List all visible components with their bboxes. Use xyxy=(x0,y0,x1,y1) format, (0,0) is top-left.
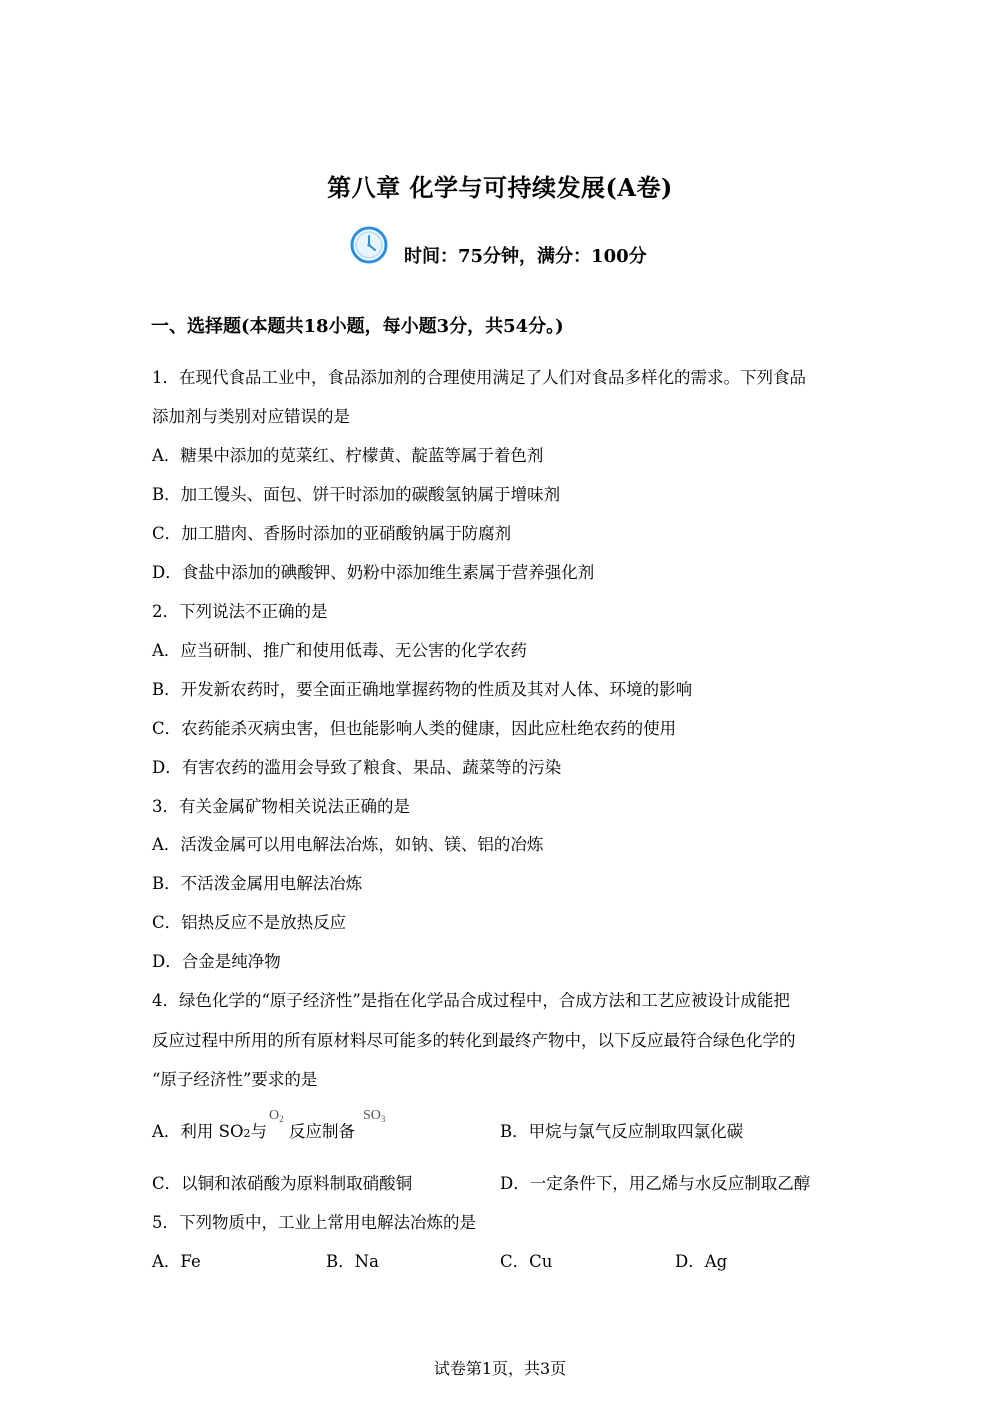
q3-option-d: D．合金是纯净物 xyxy=(152,952,281,971)
q4-option-a-mid: 与 xyxy=(250,1122,267,1141)
q3-stem: 3．有关金属矿物相关说法正确的是 xyxy=(152,797,410,816)
q3-option-b: B．不活泼金属用电解法冶炼 xyxy=(152,874,363,893)
q5-option-b: B．Na xyxy=(326,1252,379,1271)
q3-option-a: A．活泼金属可以用电解法冶炼，如钠、镁、铝的冶炼 xyxy=(152,835,544,854)
q2-option-a: A．应当研制、推广和使用低毒、无公害的化学农药 xyxy=(152,641,527,660)
q4-chem-so3-main: SO xyxy=(363,1108,381,1123)
q1-option-d: D．食盐中添加的碘酸钾、奶粉中添加维生素属于营养强化剂 xyxy=(152,563,595,582)
q4-chem-so3-sub: 3 xyxy=(380,1114,386,1124)
q2-option-c: C．农药能杀灭病虫害，但也能影响人类的健康，因此应杜绝农药的使用 xyxy=(152,719,677,738)
page-footer: 试卷第1页，共3页 xyxy=(433,1359,567,1378)
q4-stem-line1: 4．绿色化学的“原子经济性”是指在化学品合成过程中，合成方法和工艺应被设计成能把 xyxy=(152,991,790,1010)
q4-option-a xyxy=(152,1122,355,1144)
page-title: 第八章 化学与可持续发展(A卷) xyxy=(327,173,673,202)
q5-option-c: C．Cu xyxy=(500,1252,553,1271)
q4-stem-line3: “原子经济性”要求的是 xyxy=(152,1070,318,1089)
q2-stem: 2．下列说法不正确的是 xyxy=(152,602,328,621)
q5-option-d: D．Ag xyxy=(675,1252,728,1271)
q4-option-a-prefix: A．利用 SO xyxy=(152,1122,244,1141)
q4-chem-o2 xyxy=(269,1108,284,1124)
q2-option-b: B．开发新农药时，要全面正确地掌握药物的性质及其对人体、环境的影响 xyxy=(152,680,693,699)
q4-chem-o2-sub: 2 xyxy=(279,1114,284,1124)
q4-stem-line2: 反应过程中所用的所有原材料尽可能多的转化到最终产物中，以下反应最符合绿色化学的 xyxy=(152,1031,796,1050)
q1-stem-line2: 添加剂与类别对应错误的是 xyxy=(152,407,350,426)
q4-option-d: D．一定条件下，用乙烯与水反应制取乙醇 xyxy=(500,1174,811,1193)
q4-option-c: C．以铜和浓硝酸为原料制取硝酸铜 xyxy=(152,1174,413,1193)
section-heading: 一、选择题(本题共18小题，每小题3分，共54分。) xyxy=(151,316,564,337)
q4-chem-o2-main: O xyxy=(269,1108,280,1123)
q5-stem: 5．下列物质中，工业上常用电解法冶炼的是 xyxy=(152,1213,476,1232)
q2-option-d: D．有害农药的滥用会导致了粮食、果品、蔬菜等的污染 xyxy=(152,758,562,777)
q1-option-b: B．加工馒头、面包、饼干时添加的碳酸氢钠属于增味剂 xyxy=(152,485,561,504)
clock-icon xyxy=(350,226,388,264)
q4-option-a-suffix: 反应制备 xyxy=(289,1122,355,1141)
q1-stem-line1: 1．在现代食品工业中，食品添加剂的合理使用满足了人们对食品多样化的需求。下列食品 xyxy=(152,368,806,387)
time-info: 时间：75分钟，满分：100分 xyxy=(404,246,647,267)
q3-option-c: C．铝热反应不是放热反应 xyxy=(152,913,347,932)
q5-option-a: A．Fe xyxy=(152,1252,201,1271)
q4-option-a-sub: 2 xyxy=(243,1127,251,1140)
q1-option-a: A．糖果中添加的苋菜红、柠檬黄、靛蓝等属于着色剂 xyxy=(152,446,544,465)
q1-option-c: C．加工腊肉、香肠时添加的亚硝酸钠属于防腐剂 xyxy=(152,524,512,543)
q4-option-b: B．甲烷与氯气反应制取四氯化碳 xyxy=(500,1122,744,1141)
q4-chem-so3 xyxy=(363,1108,385,1124)
